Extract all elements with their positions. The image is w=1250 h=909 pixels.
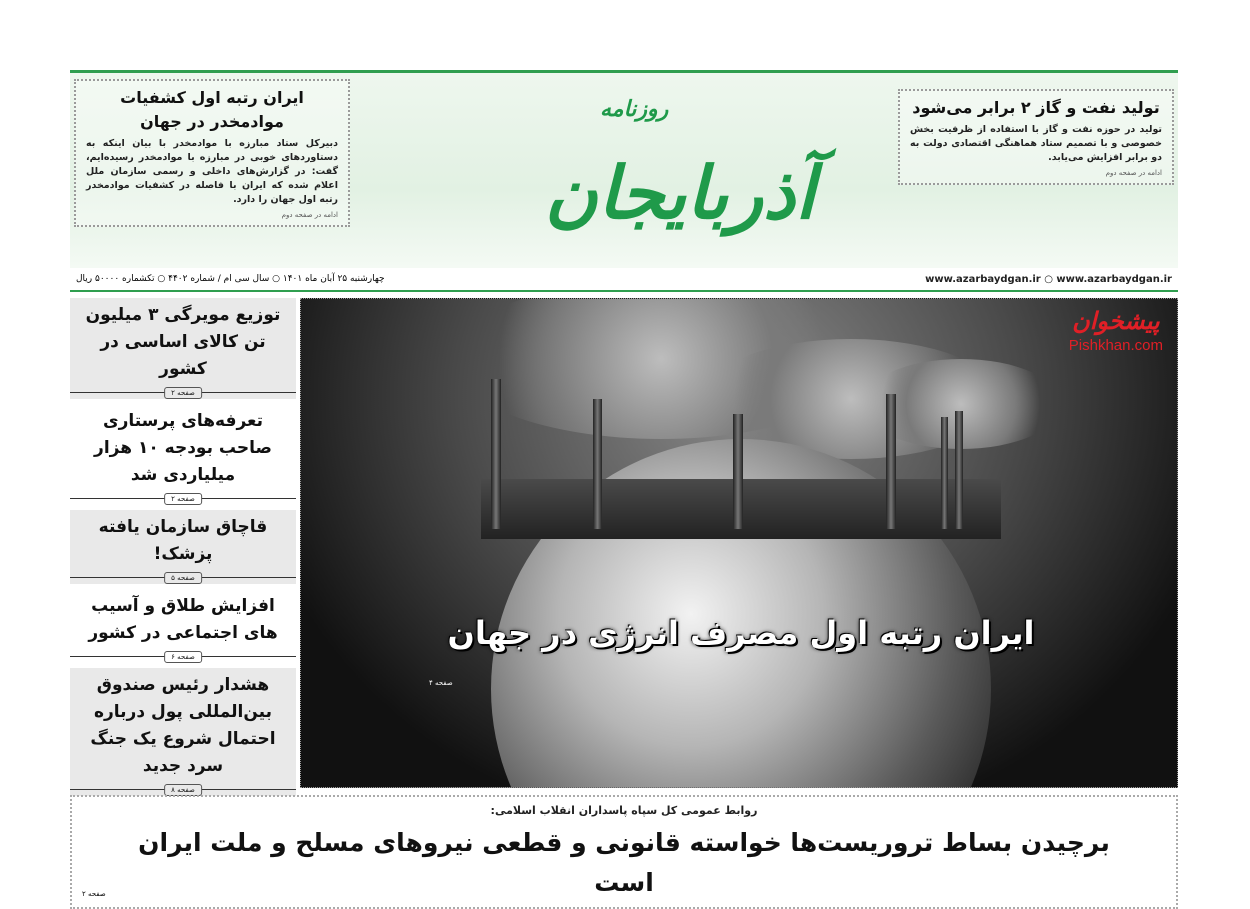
sidebar-item[interactable] — [70, 298, 296, 399]
website-links[interactable]: www.azarbaydgan.ir ○ www.azarbaydgan.ir — [925, 273, 1172, 285]
sidebar-headline: توزیع مویرگی ۳ میلیون تن کالای اساسی در کشور — [85, 305, 281, 379]
bottom-headline: برچیدن بساط تروریست‌ها خواسته قانونی و قطعی نیروهای مسلح و ملت ایران است — [138, 828, 1110, 897]
sidebar-headline: هشدار رئیس صندوق بین‌المللی پول درباره احتمال شروع یک جنگ سرد جدید — [90, 675, 276, 776]
hero-image[interactable] — [300, 298, 1178, 788]
smokestack — [733, 414, 743, 529]
smokestack — [955, 411, 963, 529]
sidebar-headlines — [70, 298, 296, 794]
sidebar-item[interactable] — [70, 404, 296, 505]
page-ref: صفحه ۵ — [164, 572, 202, 584]
newspaper-logo — [480, 73, 880, 268]
sidebar-headline: افزایش طلاق و آسیب های اجتماعی در کشور — [88, 596, 278, 643]
smokestack — [593, 399, 602, 529]
kicker: روابط عمومی کل سپاه پاسداران انقلاب اسلامی: — [490, 804, 758, 817]
masthead — [70, 70, 1178, 268]
right-teaser-box[interactable] — [898, 89, 1174, 185]
page-ref: صفحه ۸ — [164, 784, 202, 796]
sidebar-headline: قاچاق سازمان یافته پزشک! — [98, 517, 268, 564]
issue-date: چهارشنبه ۲۵ آبان ماه ۱۴۰۱ ○ سال سی ام / شماره ۴۴۰۲ ○ تکشماره ۵۰۰۰۰ ریال — [76, 274, 385, 284]
sidebar-item[interactable] — [70, 589, 296, 663]
sidebar-item[interactable] — [70, 510, 296, 584]
teaser-continued: ادامه در صفحه دوم — [281, 211, 338, 219]
sidebar-item[interactable] — [70, 668, 296, 796]
teaser-body: تولید در حوزه نفت و گاز با استفاده از ظرفیت بخش خصوصی و با تصمیم ستاد هماهنگی اقتصادی دولت به دو برابر افزایش می‌یابد. — [910, 124, 1162, 163]
watermark-en: Pishkhan.com — [1068, 337, 1163, 354]
pishkhan-watermark — [1069, 305, 1163, 355]
page-ref: صفحه ۲ — [164, 387, 202, 399]
sidebar-headline: تعرفه‌های پرستاری صاحب بودجه ۱۰ هزار میلیاردی شد — [94, 411, 272, 485]
left-teaser-box[interactable] — [74, 79, 350, 227]
teaser-continued: ادامه در صفحه دوم — [1105, 169, 1162, 177]
smokestack — [491, 379, 501, 529]
logo-name: آذربایجان — [544, 150, 816, 235]
page-ref: صفحه ۴ — [429, 679, 453, 687]
page-ref: صفحه ۲ — [164, 493, 202, 505]
teaser-body: دبیرکل ستاد مبارزه با موادمخدر با بیان اینکه به دستاوردهای خوبی در مبارزه با موادمخدر رسیده‌ایم، گفت: در گزارش‌های داخلی و رسمی سازمان ملل اعلام شده که ایران با فاصله در کشفیات موادمخدر رتبه اول جهان را دارد. — [86, 138, 338, 205]
watermark-fa: پیشخوان — [1072, 307, 1160, 335]
teaser-title: ایران رتبه اول کشفیات موادمخدر در جهان — [120, 88, 304, 131]
smokestack — [886, 394, 896, 529]
logo-sub: روزنامه — [600, 97, 669, 122]
page-ref: صفحه ۲ — [82, 890, 106, 898]
main-headline[interactable]: ایران رتبه اول مصرف انرژی در جهان — [447, 614, 1035, 652]
smokestack — [941, 417, 948, 529]
teaser-title: تولید نفت و گاز ۲ برابر می‌شود — [912, 98, 1160, 117]
dateline — [70, 268, 1178, 292]
page-ref: صفحه ۶ — [164, 651, 202, 663]
